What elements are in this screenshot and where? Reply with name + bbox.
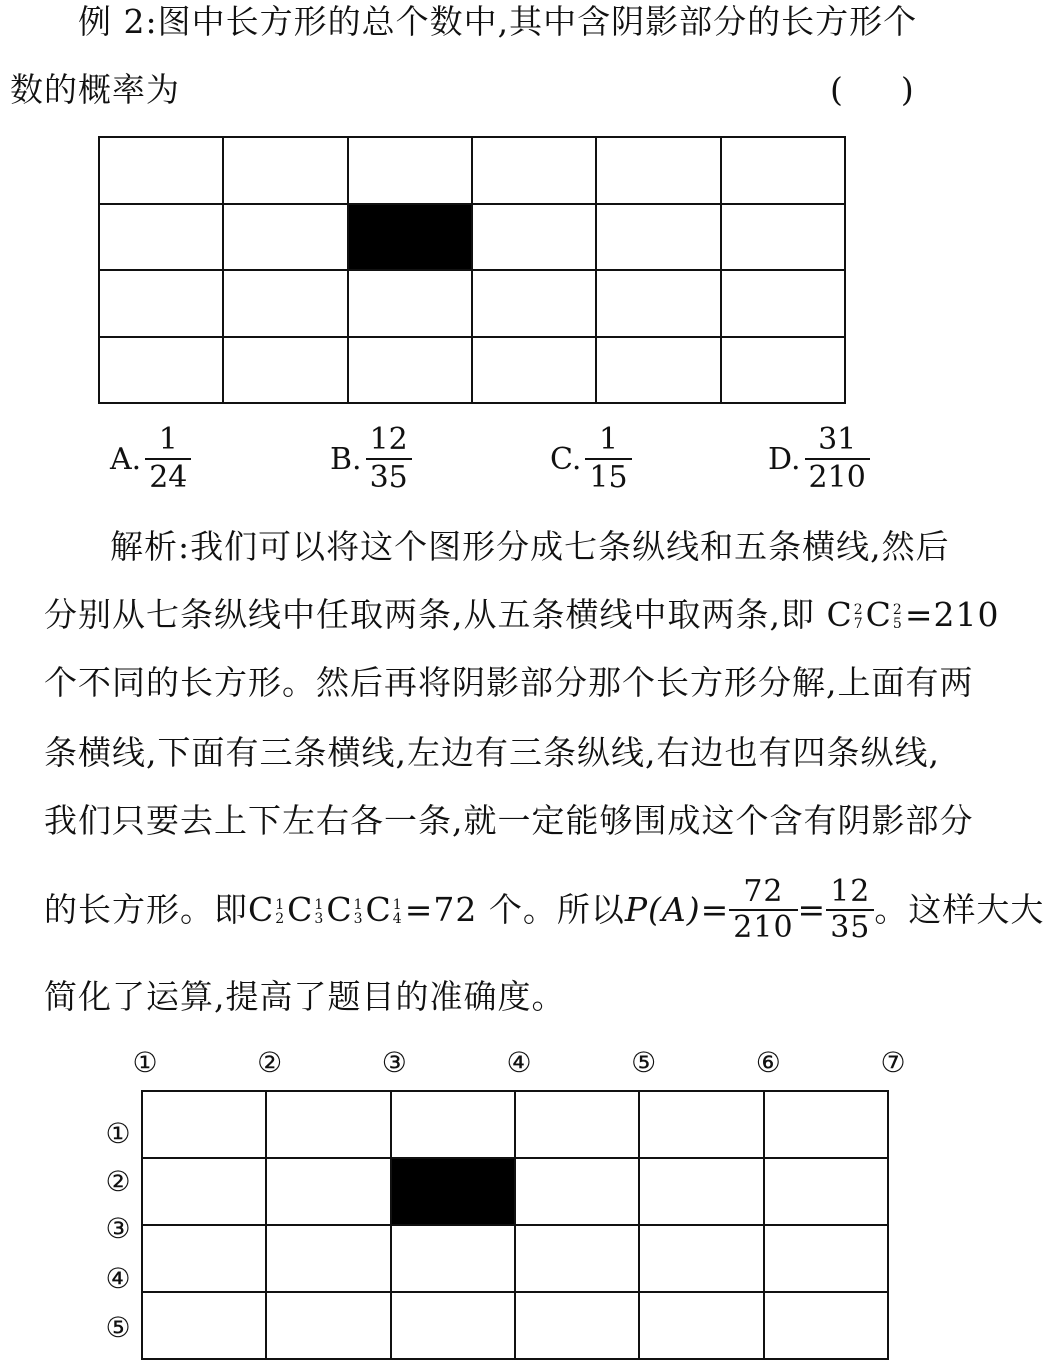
grid-cell [267, 1159, 391, 1226]
grid-cell [224, 338, 348, 405]
grid-cell [473, 271, 597, 338]
solution-line-2-text: 分别从七条纵线中任取两条,从五条横线中取两条,即 [44, 595, 827, 634]
grid-cell [100, 338, 224, 405]
comb-sub: 5 [892, 616, 903, 632]
comb-symbol: C [865, 595, 892, 634]
option-d-denominator: 210 [805, 458, 870, 494]
grid-cell [473, 205, 597, 272]
row-line-label: ⑤ [105, 1311, 131, 1344]
comb-sub: 3 [314, 911, 325, 927]
comb-sup: 1 [353, 897, 364, 913]
comb-sub: 3 [353, 911, 364, 927]
option-b-numerator: 12 [369, 422, 408, 457]
column-line-label: ② [257, 1046, 283, 1079]
option-c-numerator: 1 [598, 422, 619, 457]
grid-cell [597, 271, 721, 338]
grid-cell [722, 138, 846, 205]
comb-symbol: C [248, 890, 275, 929]
row-line-label: ① [105, 1117, 131, 1150]
comb-c4-1 [366, 872, 405, 948]
fraction-numerator: 72 [743, 874, 784, 909]
grid-cell [722, 338, 846, 405]
comb-sup: 1 [275, 897, 286, 913]
comb-c2-1 [248, 872, 287, 948]
comb-c5-2 [866, 595, 905, 634]
comb-c7-2 [826, 595, 865, 634]
option-a-numerator: 1 [158, 422, 178, 457]
option-a[interactable] [110, 424, 191, 494]
grid-cell [722, 271, 846, 338]
option-c-fraction [585, 424, 631, 494]
option-d[interactable] [768, 424, 870, 494]
shaded-cell [392, 1159, 516, 1226]
grid-cell [349, 338, 473, 405]
fraction-12-35 [826, 876, 874, 944]
grid-cell [100, 205, 224, 272]
option-a-denominator: 24 [145, 458, 191, 494]
paren-close: ) [900, 70, 914, 109]
column-line-label: ⑦ [880, 1046, 906, 1079]
question-line-1: 例 2:图中长方形的总个数中,其中含阴影部分的长方形个 [78, 2, 918, 41]
solution-line-6-text: 的长方形。即 [44, 890, 248, 929]
grid-cell [597, 138, 721, 205]
grid-cell [597, 338, 721, 405]
grid-cell [224, 205, 348, 272]
grid-cell [143, 1159, 267, 1226]
grid-cell [392, 1293, 516, 1360]
grid-cell [516, 1226, 640, 1293]
column-line-label: ⑥ [755, 1046, 781, 1079]
comb-sub: 2 [275, 911, 286, 927]
fraction-numerator: 12 [830, 874, 871, 909]
grid-cell [349, 271, 473, 338]
grid-cell [349, 138, 473, 205]
option-d-letter: D. [768, 441, 801, 477]
grid-cell [640, 1226, 764, 1293]
grid-cell [516, 1159, 640, 1226]
option-c-denominator: 15 [585, 458, 631, 494]
comb-sup: 2 [853, 602, 864, 618]
question-line-2: 数的概率为 [10, 70, 180, 109]
grid-cell [143, 1092, 267, 1159]
column-line-label: ⑤ [631, 1046, 657, 1079]
grid-cell [765, 1159, 889, 1226]
solution-line-6-end: 。这样大大 [874, 890, 1044, 929]
grid-cell [516, 1293, 640, 1360]
answer-blank [830, 70, 914, 110]
grid-cell [143, 1226, 267, 1293]
comb-sub: 7 [853, 616, 864, 632]
column-line-label: ① [132, 1046, 158, 1079]
bottom-rectangle-grid [141, 1090, 889, 1360]
grid-cell [392, 1092, 516, 1159]
solution-line-6-mid: =72 个。所以 [404, 890, 625, 929]
column-line-label: ③ [381, 1046, 407, 1079]
comb-symbol: C [287, 890, 314, 929]
grid-cell [765, 1293, 889, 1360]
comb-symbol: C [365, 890, 392, 929]
solution-line-4: 条横线,下面有三条横线,左边有三条纵线,右边也有四条纵线, [44, 733, 940, 772]
solution-line-1: 解析:我们可以将这个图形分成七条纵线和五条横线,然后 [110, 527, 950, 566]
grid-cell [224, 138, 348, 205]
solution-line-3: 个不同的长方形。然后再将阴影部分那个长方形分解,上面有两 [44, 663, 974, 702]
option-a-letter: A. [110, 441, 142, 477]
option-d-numerator: 31 [818, 422, 857, 457]
fraction-denominator: 35 [826, 909, 874, 944]
column-line-label: ④ [506, 1046, 532, 1079]
shaded-cell [349, 205, 473, 272]
option-c[interactable] [550, 424, 632, 494]
grid-cell [100, 271, 224, 338]
comb-c3-1-b [326, 872, 365, 948]
option-d-fraction [805, 424, 870, 494]
option-a-fraction [145, 424, 191, 494]
option-b-denominator: 35 [366, 458, 412, 494]
grid-cell [267, 1092, 391, 1159]
row-line-label: ② [105, 1165, 131, 1198]
equals-sign: = [700, 890, 730, 929]
fraction-72-210 [729, 876, 797, 944]
row-line-label: ④ [105, 1262, 131, 1295]
solution-line-5: 我们只要去上下左右各一条,就一定能够围成这个含有阴影部分 [44, 801, 974, 840]
comb-sup: 1 [392, 897, 403, 913]
top-rectangle-grid [98, 136, 846, 404]
solution-line-7: 简化了运算,提高了题目的准确度。 [44, 977, 566, 1016]
grid-cell [473, 138, 597, 205]
comb-sub: 4 [392, 911, 403, 927]
comb-sup: 2 [892, 602, 903, 618]
solution-line-6 [44, 872, 1044, 948]
grid-cell [516, 1092, 640, 1159]
solution-line-2-result: =210 [904, 595, 1000, 634]
fraction-denominator: 210 [729, 909, 797, 944]
equals-sign: = [797, 890, 827, 929]
paren-open: ( [830, 70, 843, 109]
option-b[interactable] [330, 424, 412, 494]
grid-cell [597, 205, 721, 272]
option-b-letter: B. [330, 441, 362, 477]
grid-cell [765, 1092, 889, 1159]
solution-line-2 [44, 595, 999, 635]
grid-cell [640, 1293, 764, 1360]
grid-cell [640, 1159, 764, 1226]
grid-cell [473, 338, 597, 405]
comb-c3-1-a [287, 872, 326, 948]
grid-cell [722, 205, 846, 272]
grid-cell [765, 1226, 889, 1293]
grid-cell [267, 1226, 391, 1293]
option-b-fraction [366, 424, 412, 494]
grid-cell [640, 1092, 764, 1159]
option-c-letter: C. [550, 441, 582, 477]
grid-cell [143, 1293, 267, 1360]
row-line-label: ③ [105, 1212, 131, 1245]
grid-cell [224, 271, 348, 338]
comb-sup: 1 [314, 897, 325, 913]
comb-symbol: C [326, 890, 353, 929]
grid-cell [100, 138, 224, 205]
probability-expression: P(A) [624, 890, 701, 929]
comb-symbol: C [826, 595, 853, 634]
grid-cell [267, 1293, 391, 1360]
grid-cell [392, 1226, 516, 1293]
